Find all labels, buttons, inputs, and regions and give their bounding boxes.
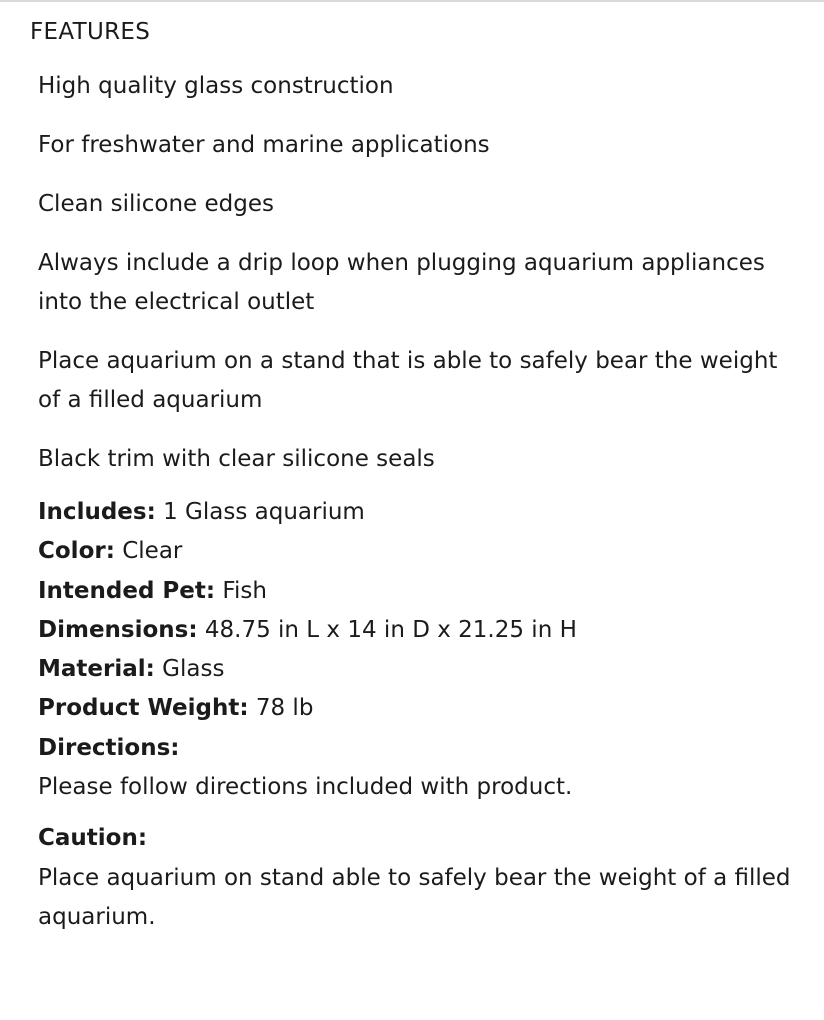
caution-label: Caution: [38, 825, 148, 852]
caution-section [38, 819, 808, 937]
spec-value: Fish [222, 577, 267, 604]
spec-product-weight [38, 689, 808, 728]
feature-item: For freshwater and marine applications [38, 132, 490, 158]
spec-label: Product Weight: [38, 695, 249, 722]
spec-label: Includes: [38, 499, 156, 525]
spec-label: Color: [38, 538, 115, 565]
spec-value: 78 lb [255, 695, 314, 722]
caution-text: Place aquarium on stand able to safely bear the weight of a filled aquarium. [38, 864, 791, 930]
spec-color [38, 532, 808, 571]
spec-value: 1 Glass aquarium [163, 499, 365, 525]
spec-value: Clear [122, 538, 183, 565]
spec-value: Glass [162, 656, 225, 683]
feature-item: Clean silicone edges [38, 191, 274, 217]
feature-item: Always include a drip loop when plugging aquarium appliances into the electrical outlet [38, 250, 765, 315]
directions-label: Directions: [38, 734, 180, 761]
feature-item: Place aquarium on a stand that is able to safely bear the weight of a filled aquarium [38, 348, 778, 413]
features-list [38, 67, 798, 499]
spec-dimensions [38, 611, 808, 650]
spec-label: Dimensions: [38, 616, 198, 643]
spec-label: Material: [38, 656, 155, 683]
directions-text: Please follow directions included with product. [38, 774, 573, 801]
spec-includes [38, 493, 808, 532]
spec-material [38, 650, 808, 689]
spec-label: Intended Pet: [38, 577, 216, 604]
feature-item: Black trim with clear silicone seals [38, 446, 435, 472]
spec-value: 48.75 in L x 14 in D x 21.25 in H [204, 616, 577, 643]
features-heading: FEATURES [30, 19, 151, 45]
specifications [38, 493, 808, 937]
top-divider [0, 0, 824, 2]
spec-intended-pet [38, 572, 808, 611]
feature-item: High quality glass construction [38, 73, 394, 99]
